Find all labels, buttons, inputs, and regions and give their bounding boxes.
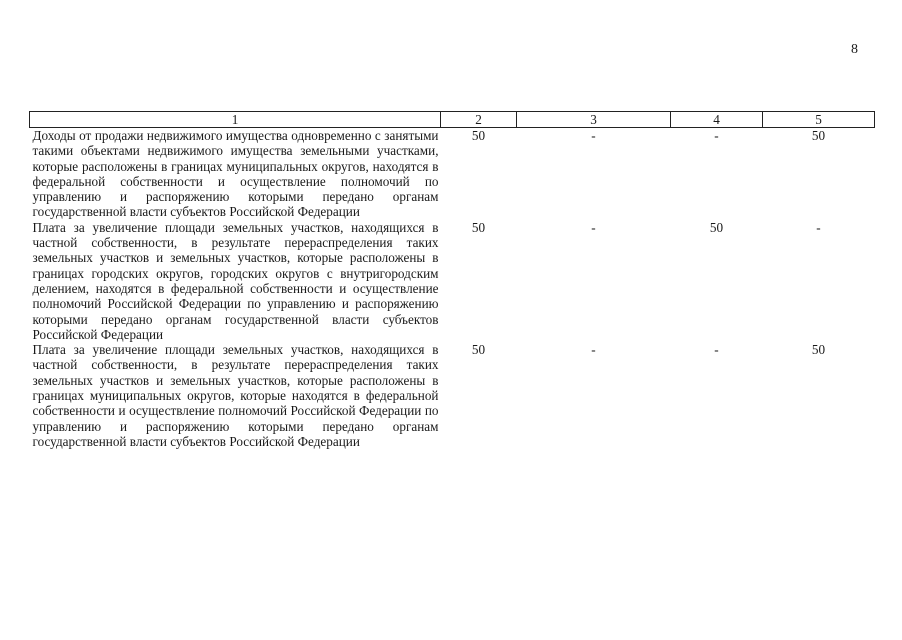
table-row	[30, 220, 875, 342]
row-value-col-2: 50	[471, 128, 486, 143]
header-col-2: 2	[441, 112, 517, 128]
row-value-col-3: -	[591, 342, 596, 358]
header-col-4: 4	[671, 112, 763, 128]
distribution-table	[29, 111, 875, 449]
row-description: Плата за увеличение площади земельных участков, находящихся в частной собственности, в результате перераспределения таких земельных участков и земельных участков, которые расположены в границах муниципальных округов, которые находятся в федеральной собственности и осуществление полномочий Российской Федерации по управлению и распоряжению которыми передано органам государственной власти субъектов Российской Федерации	[32, 342, 439, 449]
row-value-col-4: -	[714, 128, 719, 143]
table-row	[30, 128, 875, 220]
row-description: Доходы от продажи недвижимого имущества одновременно с занятыми такими объектами недвижимого имущества земельными участками, которые расположены в границах муниципальных округов, находятся в федеральной собственности и осуществление полномочий по управлению и распоряжению которыми передано органам государственной власти субъектов Российской Федерации	[32, 128, 439, 220]
row-value-col-3: -	[591, 219, 596, 235]
header-col-5: 5	[763, 112, 875, 128]
row-value-col-4: 50	[709, 219, 724, 235]
table-row	[30, 342, 875, 449]
row-description: Плата за увеличение площади земельных участков, находящихся в частной собственности, в результате перераспределения таких земельных участков и земельных участков, которые расположены в границах городских округов, городских округов с внутригородским делением, находятся в федеральной собственности и осуществление полномочий Российской Федерации по управлению и распоряжению которыми передано органам государственной власти субъектов Российской Федерации	[32, 219, 439, 342]
row-value-col-5: -	[816, 219, 821, 235]
table-header-row	[30, 112, 875, 128]
row-value-col-2: 50	[471, 342, 486, 358]
page-number: 8	[851, 42, 858, 57]
header-col-1: 1	[30, 112, 441, 128]
row-value-col-2: 50	[471, 219, 486, 235]
header-col-3: 3	[517, 112, 671, 128]
row-value-col-5: 50	[811, 342, 826, 358]
row-value-col-5: 50	[811, 128, 826, 143]
row-value-col-3: -	[591, 128, 596, 143]
row-value-col-4: -	[714, 342, 719, 358]
